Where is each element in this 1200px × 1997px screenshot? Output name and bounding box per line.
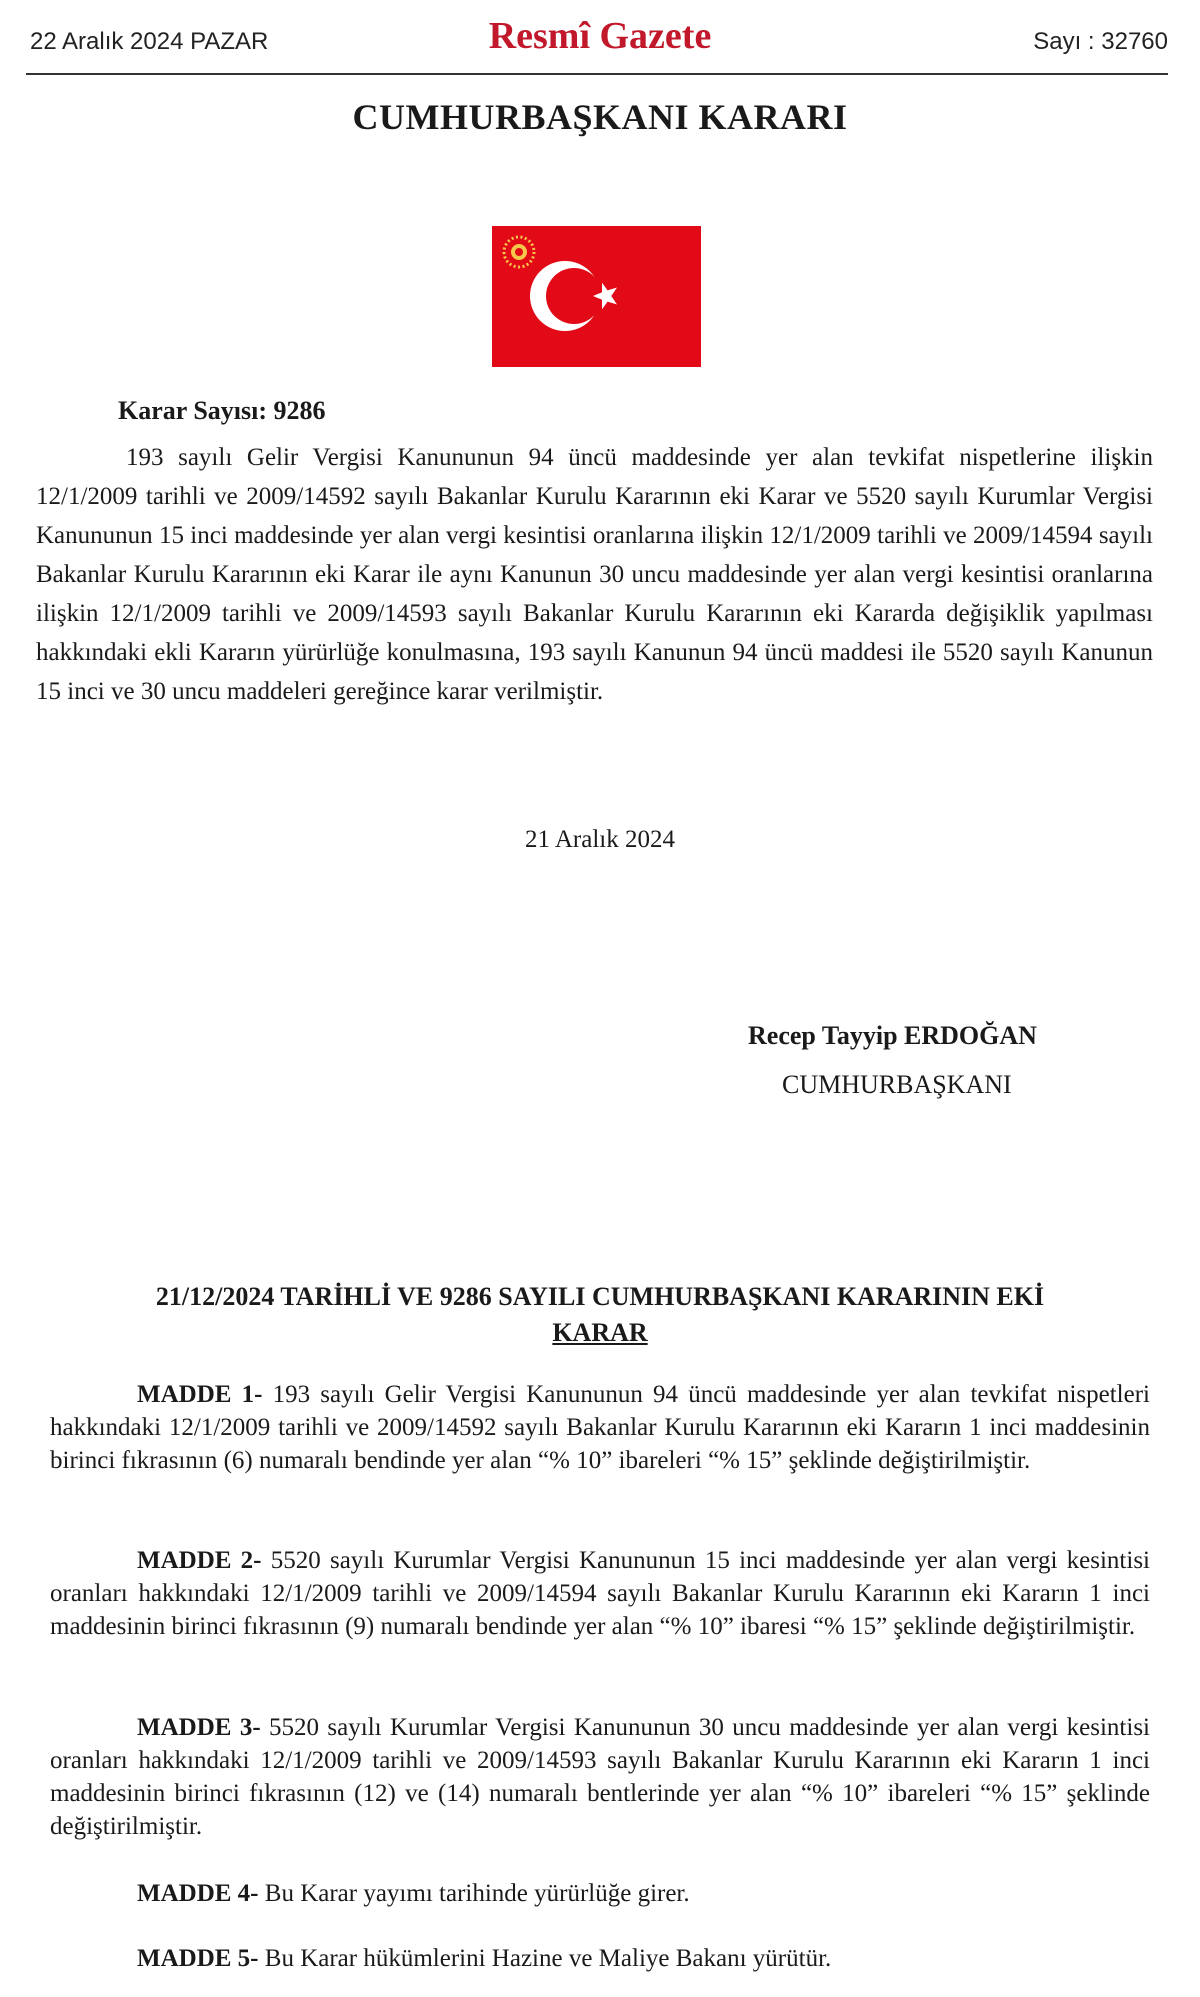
signer-title: CUMHURBAŞKANI xyxy=(782,1070,1012,1099)
article-4 xyxy=(50,1877,1150,1910)
article-2 xyxy=(50,1544,1150,1643)
signer-name: Recep Tayyip ERDOĞAN xyxy=(748,1021,1037,1050)
presidential-seal-icon xyxy=(500,233,538,271)
article-label: MADDE 2- xyxy=(137,1547,262,1574)
decision-number: Karar Sayısı: 9286 xyxy=(118,396,326,425)
article-5 xyxy=(50,1942,1150,1975)
document-heading: CUMHURBAŞKANI KARARI xyxy=(352,97,848,137)
preamble-paragraph: 193 sayılı Gelir Vergisi Kanununun 94 üncü maddesinde yer alan tevkifat nispetlerine ilişkin 12/1/2009 tarihli ve 2009/14592 sayılı Bakanlar Kurulu Kararının eki Karar ve 5520 sayılı Kurumlar Vergisi Kanununun 15 inci maddesinde yer alan vergi kesintisi oranlarına ilişkin 12/1/2009 tarihli ve 2009/14594 sayılı Bakanlar Kurulu Kararının eki Karar ile aynı Kanunun 30 uncu maddesinde yer alan vergi kesintisi oranlarına ilişkin 12/1/2009 tarihli ve 2009/14593 sayılı Bakanlar Kurulu Kararının eki Kararda değişiklik yapılması hakkındaki ekli Kararın yürürlüğe konulmasına, 193 sayılı Kanunun 94 üncü maddesi ile 5520 sayılı Kanunun 15 inci ve 30 uncu maddeleri gereğince karar verilmiştir. xyxy=(36,444,1153,705)
annex-title-line2: KARAR xyxy=(552,1318,648,1347)
article-text: 5520 sayılı Kurumlar Vergisi Kanununun 15 inci maddesinde yer alan vergi kesintisi oranları hakkındaki 12/1/2009 tarihli ve 2009/14594 sayılı Bakanlar Kurulu Kararının eki Kararın 1 inci maddesinin birinci fıkrasının (9) numaralı bendinde yer alan “% 10” ibaresi “% 15” şeklinde değiştirilmiştir. xyxy=(50,1547,1150,1640)
article-1 xyxy=(50,1378,1150,1477)
annex-title-line1: 21/12/2024 TARİHLİ VE 9286 SAYILI CUMHURBAŞKANI KARARININ EKİ xyxy=(155,1282,1045,1311)
article-label: MADDE 4- xyxy=(137,1880,259,1907)
header-divider xyxy=(26,73,1168,75)
article-text: Bu Karar yayımı tarihinde yürürlüğe girer. xyxy=(258,1880,690,1907)
article-label: MADDE 3- xyxy=(137,1714,261,1741)
article-text: 5520 sayılı Kurumlar Vergisi Kanununun 30 uncu maddesinde yer alan vergi kesintisi oranları hakkındaki 12/1/2009 tarihli ve 2009/14593 sayılı Bakanlar Kurulu Kararının eki Kararın 1 inci maddesinin birinci fıkrasının (12) ve (14) numaralı bentlerinde yer alan “% 10” ibareleri “% 15” şeklinde değiştirilmiştir. xyxy=(50,1714,1151,1840)
article-text: Bu Karar hükümlerini Hazine ve Maliye Bakanı yürütür. xyxy=(258,1945,832,1972)
issue-number: Sayı : 32760 xyxy=(1033,28,1168,55)
signature-date: 21 Aralık 2024 xyxy=(525,826,675,853)
header-date: 22 Aralık 2024 PAZAR xyxy=(30,28,269,55)
article-label: MADDE 5- xyxy=(137,1945,259,1972)
annex-title xyxy=(60,1279,1140,1351)
article-text: 193 sayılı Gelir Vergisi Kanununun 94 üncü maddesinde yer alan tevkifat nispetleri hakkındaki 12/1/2009 tarihli ve 2009/14592 sayılı Bakanlar Kurulu Kararının eki Kararın 1 inci maddesinin birinci fıkrasının (6) numaralı bendinde yer alan “% 10” ibareleri “% 15” şeklinde değiştirilmiştir. xyxy=(50,1381,1150,1474)
article-label: MADDE 1- xyxy=(137,1381,263,1408)
article-3 xyxy=(50,1711,1150,1843)
gazette-title: Resmî Gazete xyxy=(488,15,712,57)
